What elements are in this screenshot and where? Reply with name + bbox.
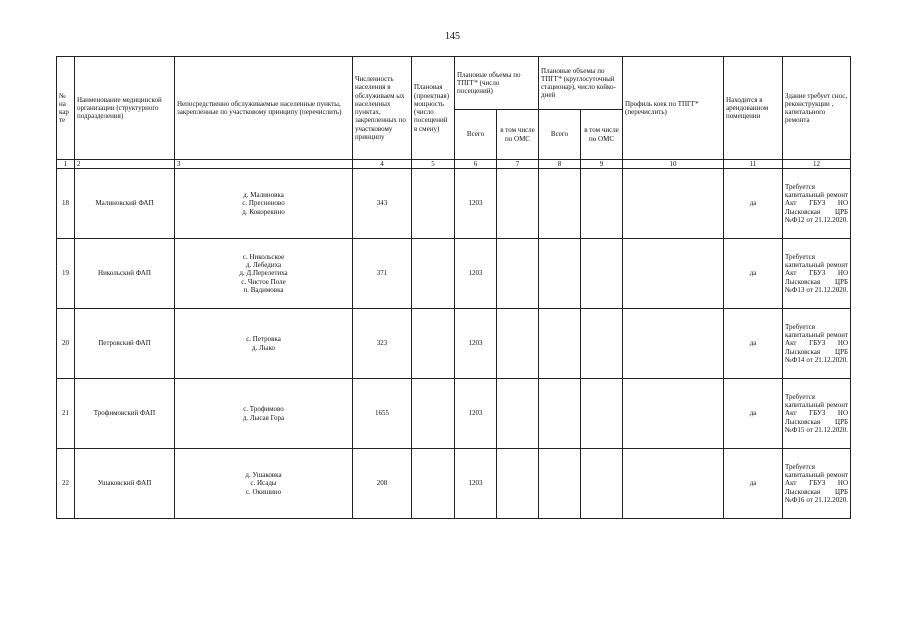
column-number: 7 (497, 160, 539, 169)
visits-total: 1203 (455, 309, 497, 379)
organization-name: Никольский ФАП (75, 239, 175, 309)
column-number: 10 (623, 160, 724, 169)
capacity (412, 309, 455, 379)
rented-premises: да (724, 379, 783, 449)
capacity (412, 239, 455, 309)
organization-name: Петровский ФАП (75, 309, 175, 379)
table-row (57, 379, 851, 449)
beddays-oms (581, 309, 623, 379)
settlements: д. Ушаковка с. Исады с. Окишино (175, 449, 353, 519)
table-row (57, 449, 851, 519)
settlements: с. Петровка д. Лыко (175, 309, 353, 379)
rented-premises: да (724, 169, 783, 239)
table-row (57, 239, 851, 309)
header-map-number: № на кар те (57, 57, 75, 160)
population: 371 (353, 239, 412, 309)
header-row (57, 57, 851, 110)
column-number: 1 (57, 160, 75, 169)
header-visits-oms: в том числе по ОМС (497, 110, 539, 160)
header-organization-name: Наименование медицинской организации (структурного подразделения) (75, 57, 175, 160)
visits-oms (497, 309, 539, 379)
header-visits-total: Всего (455, 110, 497, 160)
row-number: 21 (57, 379, 75, 449)
column-number: 2 (75, 160, 175, 169)
header-capacity: Плановая (проектная) мощность (число посещений в смену) (412, 57, 455, 160)
building-condition: Требуется капитальный ремонт Акт ГБУЗ НО Лысковская ЦРБ №Ф13 от 21.12.2020. (783, 239, 851, 309)
page-number: 145 (445, 31, 460, 42)
header-settlements: Непосредственно обслуживаемые населенные пункты, закрепленные по участковому принципу (перечислить) (175, 57, 353, 160)
row-number: 18 (57, 169, 75, 239)
settlements: д. Малиновка с. Пресненово д. Кокорекино (175, 169, 353, 239)
visits-oms (497, 379, 539, 449)
visits-total: 1203 (455, 169, 497, 239)
row-number: 19 (57, 239, 75, 309)
bed-profile (623, 239, 724, 309)
beddays-total (539, 449, 581, 519)
beddays-oms (581, 379, 623, 449)
beddays-total (539, 169, 581, 239)
building-condition: Требуется капитальный ремонт Акт ГБУЗ НО Лысковская ЦРБ №Ф12 от 21.12.2020. (783, 169, 851, 239)
visits-total: 1203 (455, 239, 497, 309)
beddays-oms (581, 169, 623, 239)
settlements: с. Трофимово д. Лысая Гора (175, 379, 353, 449)
population: 208 (353, 449, 412, 519)
population: 343 (353, 169, 412, 239)
population: 1655 (353, 379, 412, 449)
bed-profile (623, 309, 724, 379)
capacity (412, 169, 455, 239)
beddays-oms (581, 239, 623, 309)
visits-oms (497, 239, 539, 309)
building-condition: Требуется капитальный ремонт Акт ГБУЗ НО Лысковская ЦРБ №Ф16 от 21.12.2020. (783, 449, 851, 519)
column-number: 11 (724, 160, 783, 169)
column-number: 12 (783, 160, 851, 169)
beddays-total (539, 309, 581, 379)
population: 323 (353, 309, 412, 379)
visits-total: 1203 (455, 379, 497, 449)
organization-name: Малиновский ФАП (75, 169, 175, 239)
rented-premises: да (724, 239, 783, 309)
row-number: 20 (57, 309, 75, 379)
organization-name: Ушаковский ФАП (75, 449, 175, 519)
header-bed-profile: Профиль коек по ТПГГ* (перечислить) (623, 57, 724, 160)
beddays-total (539, 239, 581, 309)
building-condition: Требуется капитальный ремонт Акт ГБУЗ НО Лысковская ЦРБ №Ф14 от 21.12.2020. (783, 309, 851, 379)
header-building-condition: Здание требует снос, реконструкции , капитального ремонта (783, 57, 851, 160)
capacity (412, 449, 455, 519)
visits-oms (497, 449, 539, 519)
column-number: 4 (353, 160, 412, 169)
organization-name: Трофимовский ФАП (75, 379, 175, 449)
beddays-oms (581, 449, 623, 519)
beddays-total (539, 379, 581, 449)
visits-oms (497, 169, 539, 239)
visits-total: 1203 (455, 449, 497, 519)
facilities-table (56, 56, 851, 519)
table-row (57, 309, 851, 379)
column-numbers-row (57, 160, 851, 169)
header-beddays-oms: в том числе по ОМС (581, 110, 623, 160)
header-rented-premises: Находится в арендованном помещении (724, 57, 783, 160)
rented-premises: да (724, 309, 783, 379)
header-planned-bed-days: Плановые объемы по ТПГГ* (круглосуточный стационар), число койко-дней (539, 57, 623, 110)
row-number: 22 (57, 449, 75, 519)
column-number: 8 (539, 160, 581, 169)
column-number: 6 (455, 160, 497, 169)
header-population: Численность населения в обслуживаем ых населенных пунктах, закрепленных по участковому принципу (353, 57, 412, 160)
rented-premises: да (724, 449, 783, 519)
column-number: 9 (581, 160, 623, 169)
settlements: с. Никольское д. Лебедиха д. Д.Перелетиха с. Чистое Поле п. Вадимовка (175, 239, 353, 309)
header-planned-visits: Плановые объемы по ТПГГ* (число посещений) (455, 57, 539, 110)
capacity (412, 379, 455, 449)
column-number: 5 (412, 160, 455, 169)
column-number: 3 (175, 160, 353, 169)
building-condition: Требуется капитальный ремонт Акт ГБУЗ НО Лысковская ЦРБ №Ф15 от 21.12.2020. (783, 379, 851, 449)
bed-profile (623, 449, 724, 519)
header-beddays-total: Всего (539, 110, 581, 160)
table-row (57, 169, 851, 239)
bed-profile (623, 169, 724, 239)
bed-profile (623, 379, 724, 449)
